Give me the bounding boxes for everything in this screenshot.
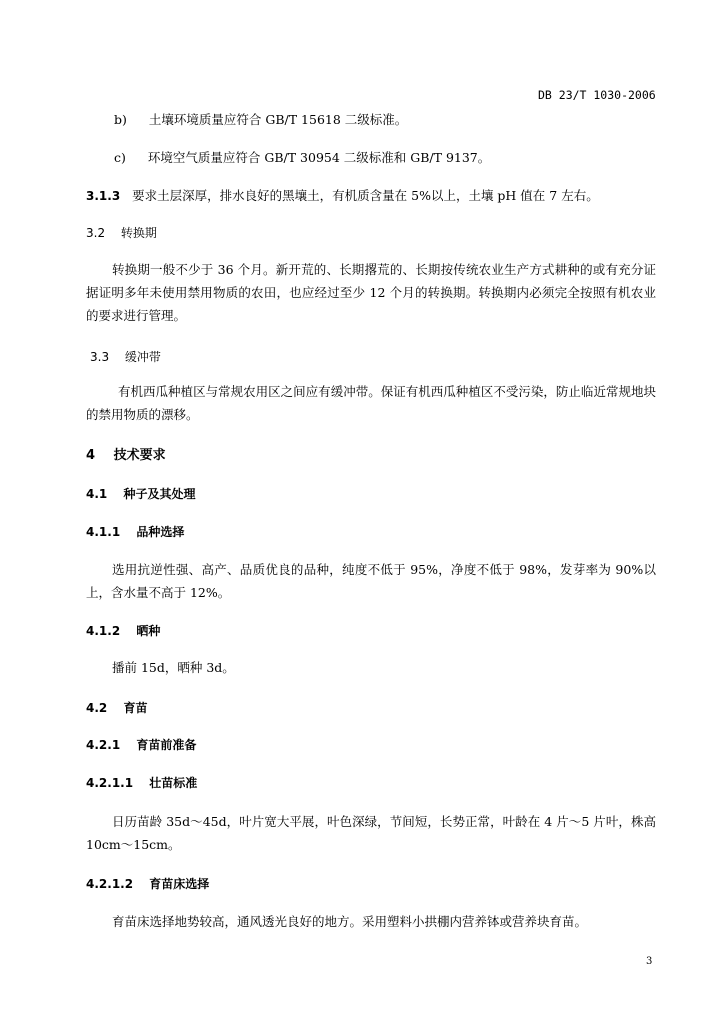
list-item-c [114, 148, 490, 166]
list-text: 土壤环境质量应符合 GB/T 15618 二级标准。 [148, 112, 408, 127]
clause-number: 3.1.3 [86, 189, 121, 203]
heading-4-2-1-2 [86, 875, 209, 892]
heading-3-2 [86, 224, 157, 241]
heading-4 [86, 444, 166, 463]
page-number: 3 [646, 956, 653, 967]
heading-title: 晒种 [136, 624, 161, 638]
heading-title: 转换期 [120, 226, 157, 240]
heading-number: 3.2 [86, 226, 106, 240]
heading-number: 4.1.2 [86, 624, 121, 638]
heading-title: 育苗前准备 [136, 738, 197, 752]
heading-title: 品种选择 [136, 525, 185, 539]
heading-title: 育苗床选择 [149, 877, 210, 891]
heading-4-1-1 [86, 523, 184, 540]
heading-number: 4.2.1.2 [86, 877, 134, 891]
heading-4-2-1 [86, 736, 196, 753]
document-code: DB 23/T 1030-2006 [538, 88, 656, 102]
heading-number: 4.2.1 [86, 738, 121, 752]
list-marker: b) [114, 112, 127, 127]
paragraph-4-2-1-2: 育苗床选择地势较高，通风透光良好的地方。采用塑料小拱棚内营养钵或营养块育苗。 [112, 914, 588, 929]
list-marker: c) [114, 150, 126, 165]
heading-title: 壮苗标准 [149, 776, 198, 790]
heading-4-2 [86, 699, 147, 716]
heading-number: 4.2.1.1 [86, 776, 134, 790]
list-text: 环境空气质量应符合 GB/T 30954 二级标准和 GB/T 9137。 [147, 150, 491, 165]
heading-title: 技术要求 [113, 448, 166, 463]
heading-title: 缓冲带 [124, 350, 161, 364]
heading-4-1-2 [86, 622, 160, 639]
heading-title: 育苗 [123, 701, 148, 715]
heading-number: 4 [86, 448, 96, 463]
heading-4-1 [86, 485, 195, 502]
clause-3-1-3 [86, 186, 599, 204]
heading-number: 4.2 [86, 701, 108, 715]
heading-3-3 [90, 348, 161, 365]
heading-number: 4.1 [86, 487, 108, 501]
heading-number: 4.1.1 [86, 525, 121, 539]
clause-text: 要求土层深厚，排水良好的黑壤土，有机质含量在 5%以上，土壤 pH 值在 7 左右。 [132, 188, 599, 203]
paragraph-4-2-1-1: 日历苗龄 35d～45d，叶片宽大平展，叶色深绿，节间短，长势正常，叶龄在 4 片～5 片叶，株高 10cm～15cm。 [86, 814, 656, 852]
list-item-b [114, 110, 407, 128]
paragraph-4-1-2: 播前 15d，晒种 3d。 [112, 660, 235, 675]
heading-title: 种子及其处理 [123, 487, 196, 501]
heading-number: 3.3 [90, 350, 110, 364]
paragraph-3-2: 转换期一般不少于 36 个月。新开荒的、长期撂荒的、长期按传统农业生产方式耕种的或有充分证据证明多年未使用禁用物质的农田，也应经过至少 12 个月的转换期。转换期内必须完全按照有机农业的要求进行管理。 [86, 262, 656, 323]
paragraph-3-3: 有机西瓜种植区与常规农用区之间应有缓冲带。保证有机西瓜种植区不受污染，防止临近常规地块的禁用物质的漂移。 [86, 384, 656, 422]
heading-4-2-1-1 [86, 774, 197, 791]
paragraph-4-1-1: 选用抗逆性强、高产、品质优良的品种，纯度不低于 95%，净度不低于 98%，发芽率为 90%以上，含水量不高于 12%。 [86, 562, 656, 600]
